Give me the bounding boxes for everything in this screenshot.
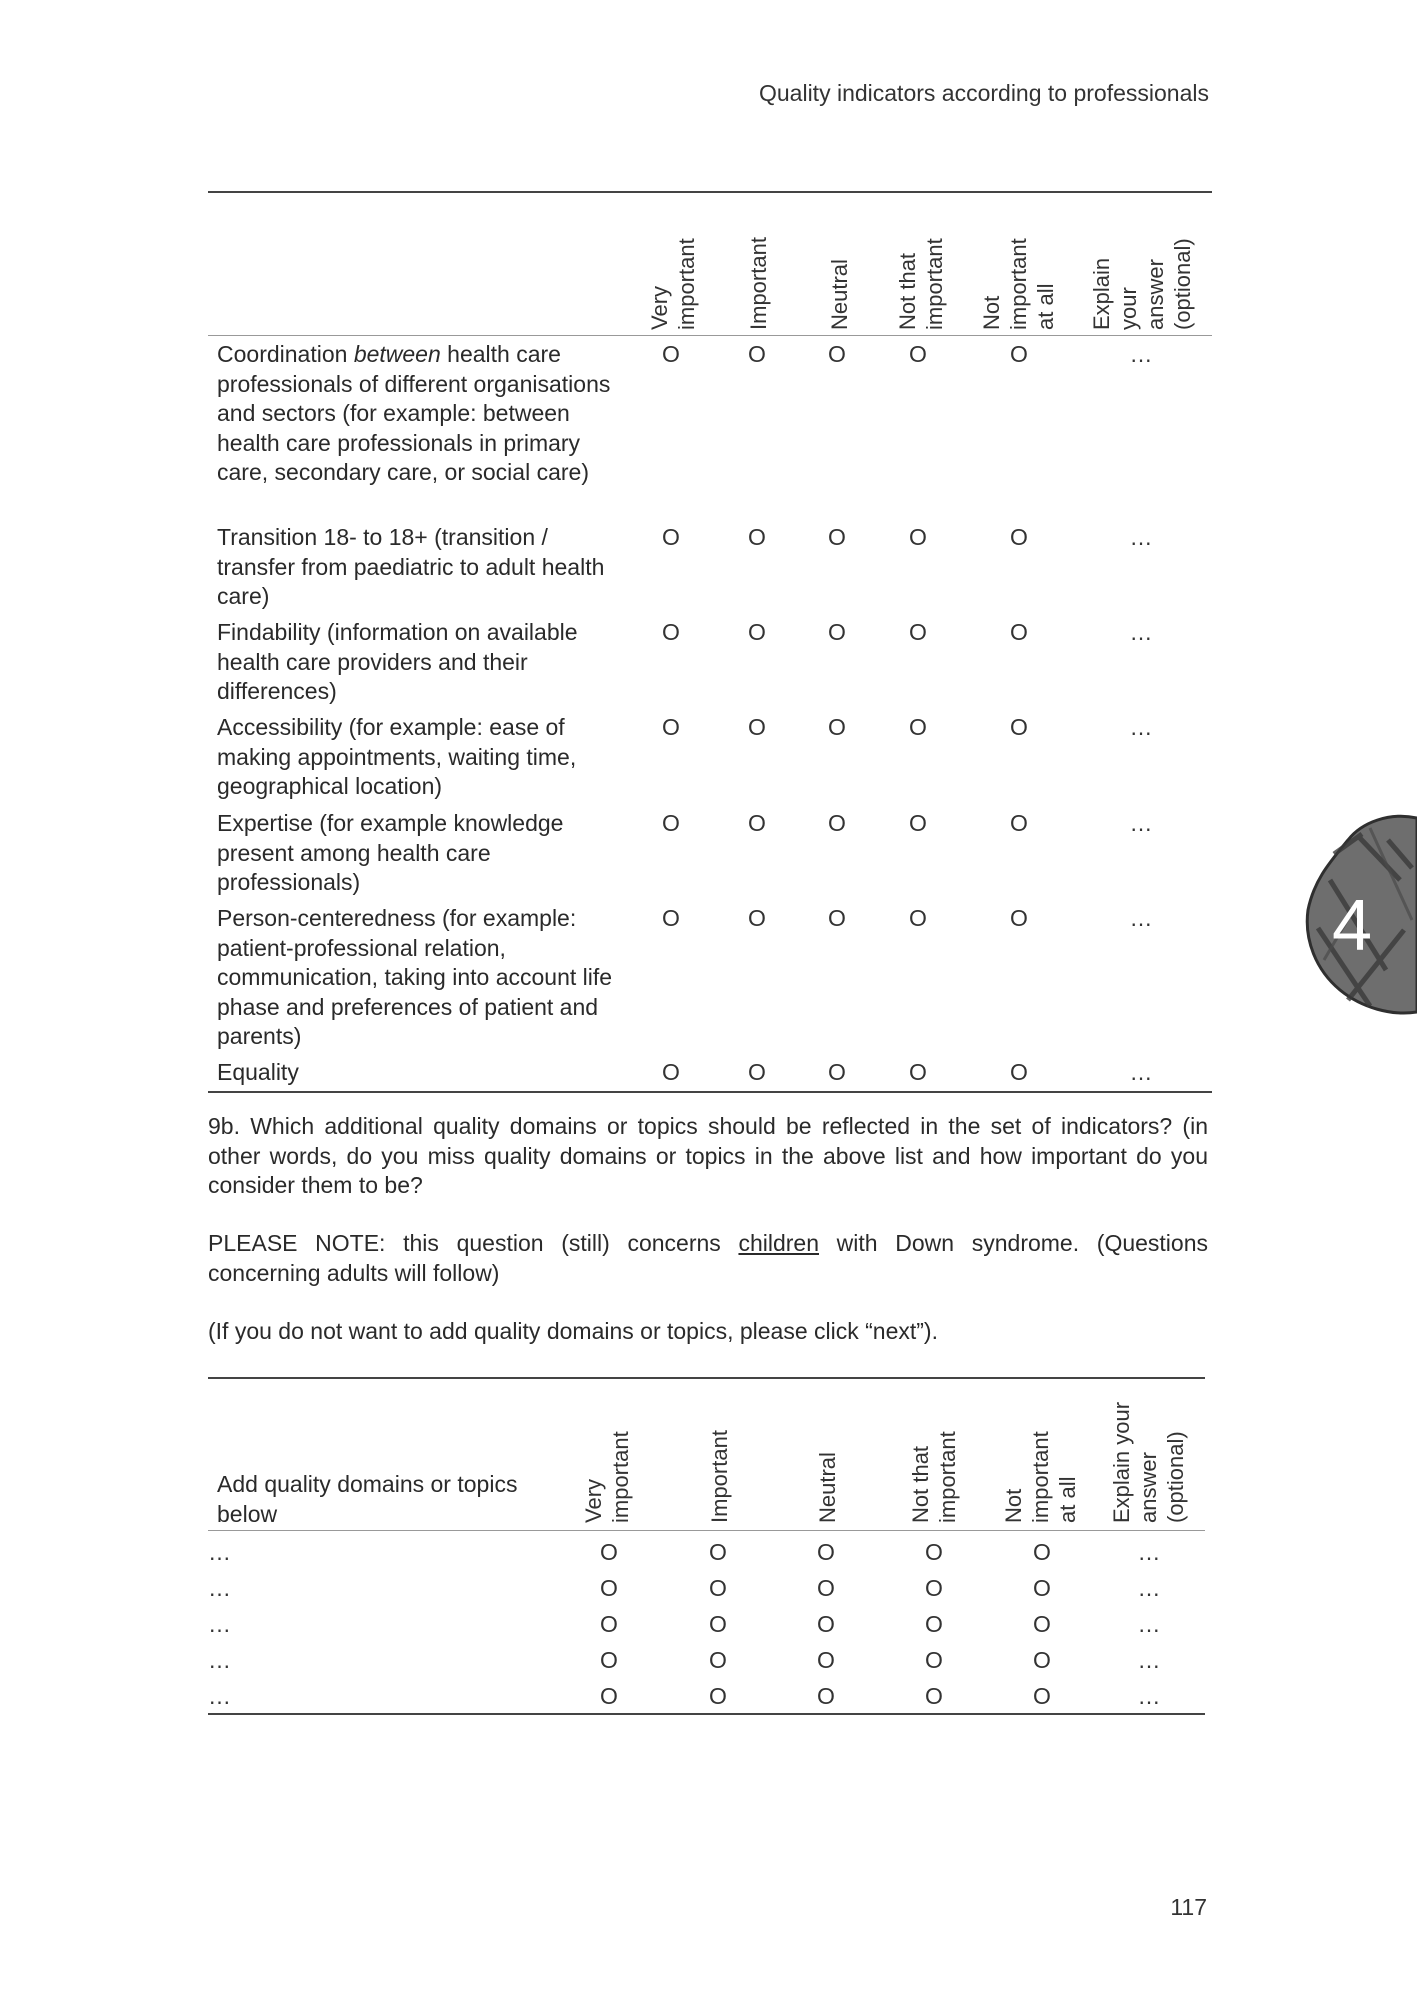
radio-neutral[interactable]: O: [828, 524, 846, 550]
label-emphasis: between: [353, 341, 441, 367]
skip-instruction: (If you do not want to add quality domains or topics, please click “next”).: [208, 1318, 938, 1344]
radio-very-important[interactable]: O: [662, 341, 680, 367]
radio-very-important[interactable]: O: [662, 905, 680, 931]
radio-very-important[interactable]: O: [600, 1647, 618, 1673]
radio-not-important-at-all[interactable]: O: [1010, 341, 1028, 367]
table2-bottom-rule: [208, 1713, 1205, 1715]
radio-very-important[interactable]: O: [600, 1539, 618, 1565]
radio-neutral[interactable]: O: [817, 1539, 835, 1565]
radio-neutral[interactable]: O: [828, 714, 846, 740]
radio-very-important[interactable]: O: [600, 1683, 618, 1709]
table1-top-rule: [208, 191, 1212, 193]
table2-col-very-important: Very important: [581, 1431, 633, 1523]
table1-col-explain: Explain your answer (optional): [1089, 238, 1195, 330]
note-text: PLEASE NOTE: this question (still) concerns: [208, 1230, 739, 1256]
row-label: Person-centeredness (for example: patient-professional relation, communication, taking into account life phase and preferences of patient and parents): [217, 905, 613, 1049]
explain-field[interactable]: …: [1137, 1683, 1163, 1709]
chapter-tab-badge: [1300, 810, 1417, 1020]
radio-not-important-at-all[interactable]: O: [1010, 905, 1028, 931]
radio-very-important[interactable]: O: [662, 810, 680, 836]
radio-not-that-important[interactable]: O: [909, 524, 927, 550]
radio-important[interactable]: O: [709, 1539, 727, 1565]
radio-not-important-at-all[interactable]: O: [1033, 1647, 1051, 1673]
please-note: [208, 1229, 1208, 1288]
table2-header-rule: [208, 1530, 1205, 1531]
radio-neutral[interactable]: O: [817, 1683, 835, 1709]
radio-not-important-at-all[interactable]: O: [1010, 714, 1028, 740]
radio-neutral[interactable]: O: [817, 1647, 835, 1673]
radio-not-important-at-all[interactable]: O: [1010, 1059, 1028, 1085]
table2-top-rule: [208, 1377, 1205, 1379]
radio-not-important-at-all[interactable]: O: [1010, 619, 1028, 645]
radio-not-that-important[interactable]: O: [909, 1059, 927, 1085]
radio-not-that-important[interactable]: O: [909, 714, 927, 740]
radio-not-that-important[interactable]: O: [925, 1611, 943, 1637]
row-label: Expertise (for example knowledge present among health care professionals): [217, 810, 564, 895]
radio-not-important-at-all[interactable]: O: [1033, 1611, 1051, 1637]
row-label: Findability (information on available health care providers and their differences): [217, 619, 578, 704]
explain-field[interactable]: …: [1129, 1059, 1155, 1085]
radio-important[interactable]: O: [748, 524, 766, 550]
radio-very-important[interactable]: O: [662, 1059, 680, 1085]
radio-not-important-at-all[interactable]: O: [1033, 1683, 1051, 1709]
radio-not-that-important[interactable]: O: [909, 341, 927, 367]
radio-important[interactable]: O: [748, 341, 766, 367]
radio-very-important[interactable]: O: [600, 1575, 618, 1601]
radio-neutral[interactable]: O: [828, 1059, 846, 1085]
table2-col-not-that-important: Not that important: [908, 1431, 960, 1523]
radio-not-important-at-all[interactable]: O: [1010, 810, 1028, 836]
explain-field[interactable]: …: [1129, 341, 1155, 367]
radio-important[interactable]: O: [748, 810, 766, 836]
explain-field[interactable]: …: [1129, 619, 1155, 645]
radio-important[interactable]: O: [709, 1647, 727, 1673]
explain-field[interactable]: …: [1129, 810, 1155, 836]
table2-col-neutral: Neutral: [815, 1452, 840, 1523]
table2-row-header: Add quality domains or topics below: [217, 1471, 518, 1527]
radio-neutral[interactable]: O: [828, 810, 846, 836]
radio-neutral[interactable]: O: [828, 619, 846, 645]
explain-field[interactable]: …: [1129, 905, 1155, 931]
radio-very-important[interactable]: O: [662, 619, 680, 645]
table2-col-explain: Explain your answer (optional): [1109, 1401, 1188, 1523]
radio-very-important[interactable]: O: [662, 714, 680, 740]
radio-neutral[interactable]: O: [817, 1611, 835, 1637]
explain-field[interactable]: …: [1137, 1647, 1163, 1673]
row-label: Transition 18- to 18+ (transition / transfer from paediatric to adult health care): [217, 524, 605, 609]
radio-important[interactable]: O: [709, 1683, 727, 1709]
note-text: with Down syndrome. (Questions concerning adults will follow): [208, 1230, 1208, 1286]
radio-not-that-important[interactable]: O: [925, 1647, 943, 1673]
radio-not-that-important[interactable]: O: [909, 905, 927, 931]
topic-input[interactable]: …: [208, 1611, 233, 1637]
running-header: Quality indicators according to professionals: [758, 80, 1209, 106]
table1-col-not-important-at-all: Not important at all: [979, 238, 1058, 330]
radio-not-important-at-all[interactable]: O: [1033, 1539, 1051, 1565]
explain-field[interactable]: …: [1129, 524, 1155, 550]
topic-input[interactable]: …: [208, 1575, 233, 1601]
explain-field[interactable]: …: [1137, 1575, 1163, 1601]
radio-not-important-at-all[interactable]: O: [1033, 1575, 1051, 1601]
radio-not-important-at-all[interactable]: O: [1010, 524, 1028, 550]
table1-bottom-rule: [208, 1091, 1212, 1093]
radio-neutral[interactable]: O: [828, 341, 846, 367]
explain-field[interactable]: …: [1137, 1539, 1163, 1565]
row-label: [217, 340, 617, 488]
question-9b: 9b. Which additional quality domains or topics should be reflected in the set of indicators? (in other words, do you miss quality domains or topics in the above list and how important do you consider them to be?: [208, 1113, 1208, 1198]
radio-neutral[interactable]: O: [828, 905, 846, 931]
table2-col-not-important-at-all: Not important at all: [1001, 1431, 1080, 1523]
chapter-number: 4: [1331, 886, 1373, 966]
table1-col-very-important: Very important: [647, 238, 699, 330]
radio-very-important[interactable]: O: [662, 524, 680, 550]
topic-input[interactable]: …: [208, 1539, 233, 1565]
radio-important[interactable]: O: [709, 1575, 727, 1601]
radio-important[interactable]: O: [748, 905, 766, 931]
table1-header-rule: [208, 335, 1212, 336]
radio-important[interactable]: O: [709, 1611, 727, 1637]
note-underlined: children: [738, 1230, 819, 1256]
radio-not-that-important[interactable]: O: [909, 810, 927, 836]
radio-very-important[interactable]: O: [600, 1611, 618, 1637]
radio-important[interactable]: O: [748, 714, 766, 740]
radio-not-that-important[interactable]: O: [925, 1539, 943, 1565]
radio-important[interactable]: O: [748, 619, 766, 645]
table1-col-not-that-important: Not that important: [895, 238, 947, 330]
row-label: Accessibility (for example: ease of making appointments, waiting time, geographical location): [217, 714, 577, 799]
radio-not-that-important[interactable]: O: [909, 619, 927, 645]
page-number: 117: [1170, 1894, 1207, 1920]
radio-neutral[interactable]: O: [817, 1575, 835, 1601]
explain-field[interactable]: …: [1129, 714, 1155, 740]
table2-col-important: Important: [707, 1430, 732, 1523]
explain-field[interactable]: …: [1137, 1611, 1163, 1637]
radio-not-that-important[interactable]: O: [925, 1575, 943, 1601]
label-text: health care professionals of different organisations and sectors (for example: between health care professionals in primary care, secondary care, or social care): [217, 341, 611, 485]
row-label: Equality: [217, 1059, 299, 1085]
table1-col-neutral: Neutral: [827, 259, 852, 330]
table1-col-important: Important: [746, 237, 771, 330]
label-text: Coordination: [217, 341, 354, 367]
topic-input[interactable]: …: [208, 1683, 233, 1709]
radio-not-that-important[interactable]: O: [925, 1683, 943, 1709]
radio-important[interactable]: O: [748, 1059, 766, 1085]
topic-input[interactable]: …: [208, 1647, 233, 1673]
